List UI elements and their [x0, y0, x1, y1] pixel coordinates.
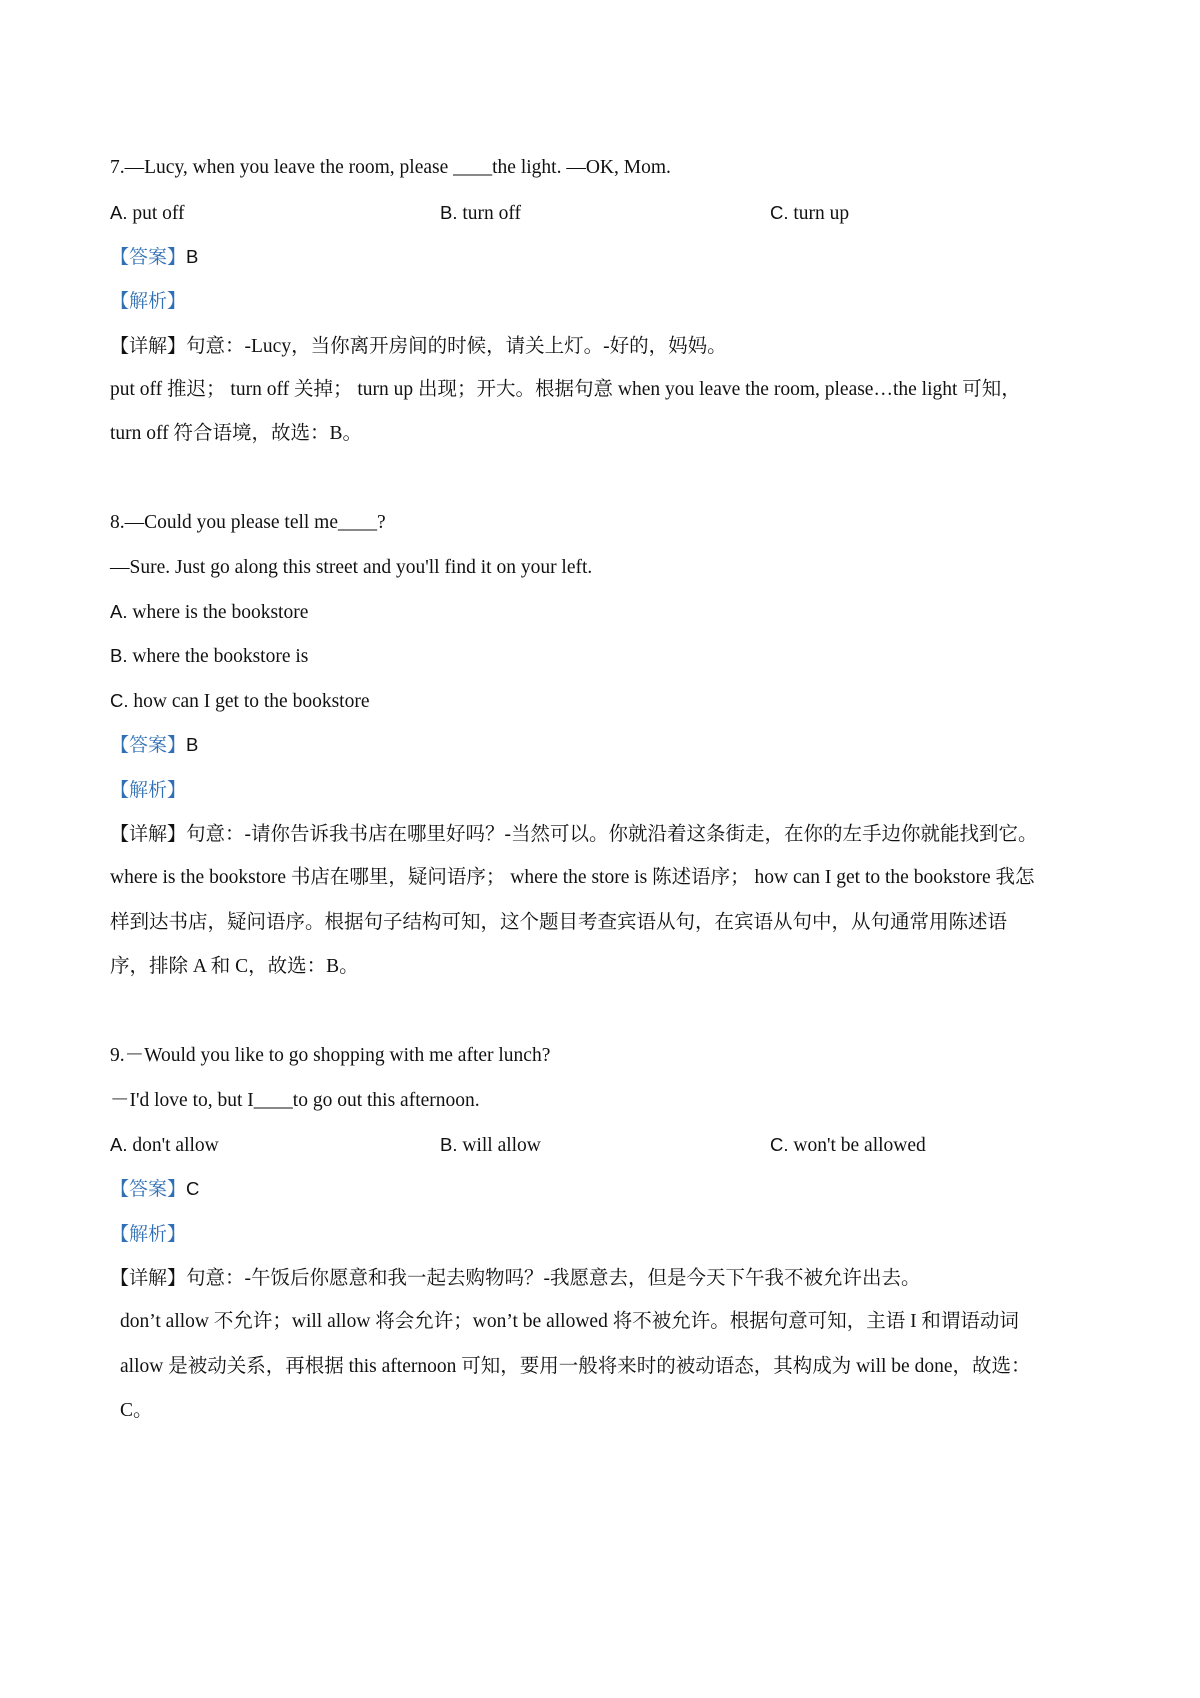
answer-value: B	[186, 246, 199, 267]
question-9-stem-line-2: －I'd love to, but I____to go out this afternoon.	[110, 1090, 480, 1111]
option-text: won't be allowed	[788, 1135, 926, 1156]
option-text: turn off	[457, 203, 522, 224]
answer-tag: 【答案】	[110, 246, 187, 268]
question-9-option-b	[440, 1131, 541, 1160]
question-8-detail-line-2: where is the bookstore 书店在哪里，疑问语序； where the store is 陈述语序； how can I get to the bookstore 我怎	[110, 867, 1035, 888]
option-letter: C.	[770, 202, 789, 223]
option-letter: C.	[110, 690, 129, 711]
detail-tag: 【详解】	[110, 823, 187, 845]
option-text: put off	[127, 203, 185, 224]
question-8-option-a	[110, 598, 308, 627]
question-9-detail-line-3: allow 是被动关系，再根据 this afternoon 可知，要用一般将来时的被动语态，其构成为 will be done，故选：	[120, 1356, 1031, 1377]
answer-tag: 【答案】	[110, 1178, 187, 1200]
detail-tag: 【详解】	[110, 1267, 187, 1289]
question-9-answer	[110, 1175, 199, 1204]
question-7-stem: 7.—Lucy, when you leave the room, please ____the light. —OK, Mom.	[110, 157, 671, 178]
question-9-detail-line-2: don’t allow 不允许；will allow 将会允许；won’t be allowed 将不被允许。根据句意可知，主语 I 和谓语动词	[120, 1311, 1019, 1332]
question-7-option-a	[110, 199, 185, 228]
question-9-option-c	[770, 1131, 926, 1160]
question-7-option-c	[770, 199, 849, 228]
detail-text: 句意：-请你告诉我书店在哪里好吗？-当然可以。你就沿着这条街走，在你的左手边你就能找到它。	[186, 824, 1038, 845]
question-7-analysis-heading	[110, 287, 186, 316]
option-letter: A.	[110, 601, 128, 622]
option-text: how can I get to the bookstore	[128, 691, 370, 712]
analysis-tag: 【解析】	[110, 1223, 187, 1245]
question-8-detail-line-1	[110, 820, 1038, 849]
detail-tag: 【详解】	[110, 335, 187, 357]
option-letter: A.	[110, 1134, 128, 1155]
question-9-stem-line-1: 9.－Would you like to go shopping with me after lunch?	[110, 1045, 551, 1066]
question-9-analysis-heading	[110, 1220, 186, 1249]
question-8-option-b	[110, 642, 308, 671]
option-letter: B.	[440, 202, 458, 223]
analysis-tag: 【解析】	[110, 290, 187, 312]
option-text: turn up	[788, 203, 850, 224]
option-text: will allow	[457, 1135, 541, 1156]
question-7-detail-line-1	[110, 332, 727, 361]
question-7-detail-line-3: turn off 符合语境，故选：B。	[110, 423, 363, 444]
question-8-stem-line-2: —Sure. Just go along this street and you'll find it on your left.	[110, 557, 593, 578]
question-9-options	[110, 1131, 1100, 1159]
question-8-answer	[110, 731, 198, 760]
question-7-detail-line-2: put off 推迟； turn off 关掉； turn up 出现；开大。根据句意 when you leave the room, please…the light 可知，	[110, 379, 1021, 400]
option-letter: C.	[770, 1134, 789, 1155]
question-8-stem-line-1: 8.—Could you please tell me____?	[110, 512, 386, 533]
question-8-detail-line-4: 序，排除 A 和 C，故选：B。	[110, 956, 359, 977]
detail-text: 句意：-Lucy，当你离开房间的时候，请关上灯。-好的，妈妈。	[186, 336, 727, 357]
option-letter: A.	[110, 202, 128, 223]
option-letter: B.	[110, 645, 128, 666]
question-7-options	[110, 199, 1100, 227]
analysis-tag: 【解析】	[110, 779, 187, 801]
question-7-answer	[110, 243, 198, 272]
option-text: don't allow	[127, 1135, 219, 1156]
detail-text: 句意：-午饭后你愿意和我一起去购物吗？-我愿意去，但是今天下午我不被允许出去。	[186, 1268, 921, 1289]
question-7-option-b	[440, 199, 521, 228]
answer-value: C	[186, 1178, 200, 1199]
question-9-option-a	[110, 1131, 219, 1160]
question-9-detail-line-1	[110, 1264, 921, 1293]
option-text: where the bookstore is	[127, 646, 309, 667]
option-text: where is the bookstore	[127, 602, 309, 623]
question-8-analysis-heading	[110, 776, 186, 805]
answer-tag: 【答案】	[110, 734, 187, 756]
question-8-detail-line-3: 样到达书店，疑问语序。根据句子结构可知，这个题目考查宾语从句，在宾语从句中，从句通常用陈述语	[110, 912, 1008, 933]
option-letter: B.	[440, 1134, 458, 1155]
question-9-detail-line-4: C。	[120, 1400, 153, 1421]
question-8-option-c	[110, 687, 369, 716]
answer-value: B	[186, 734, 199, 755]
